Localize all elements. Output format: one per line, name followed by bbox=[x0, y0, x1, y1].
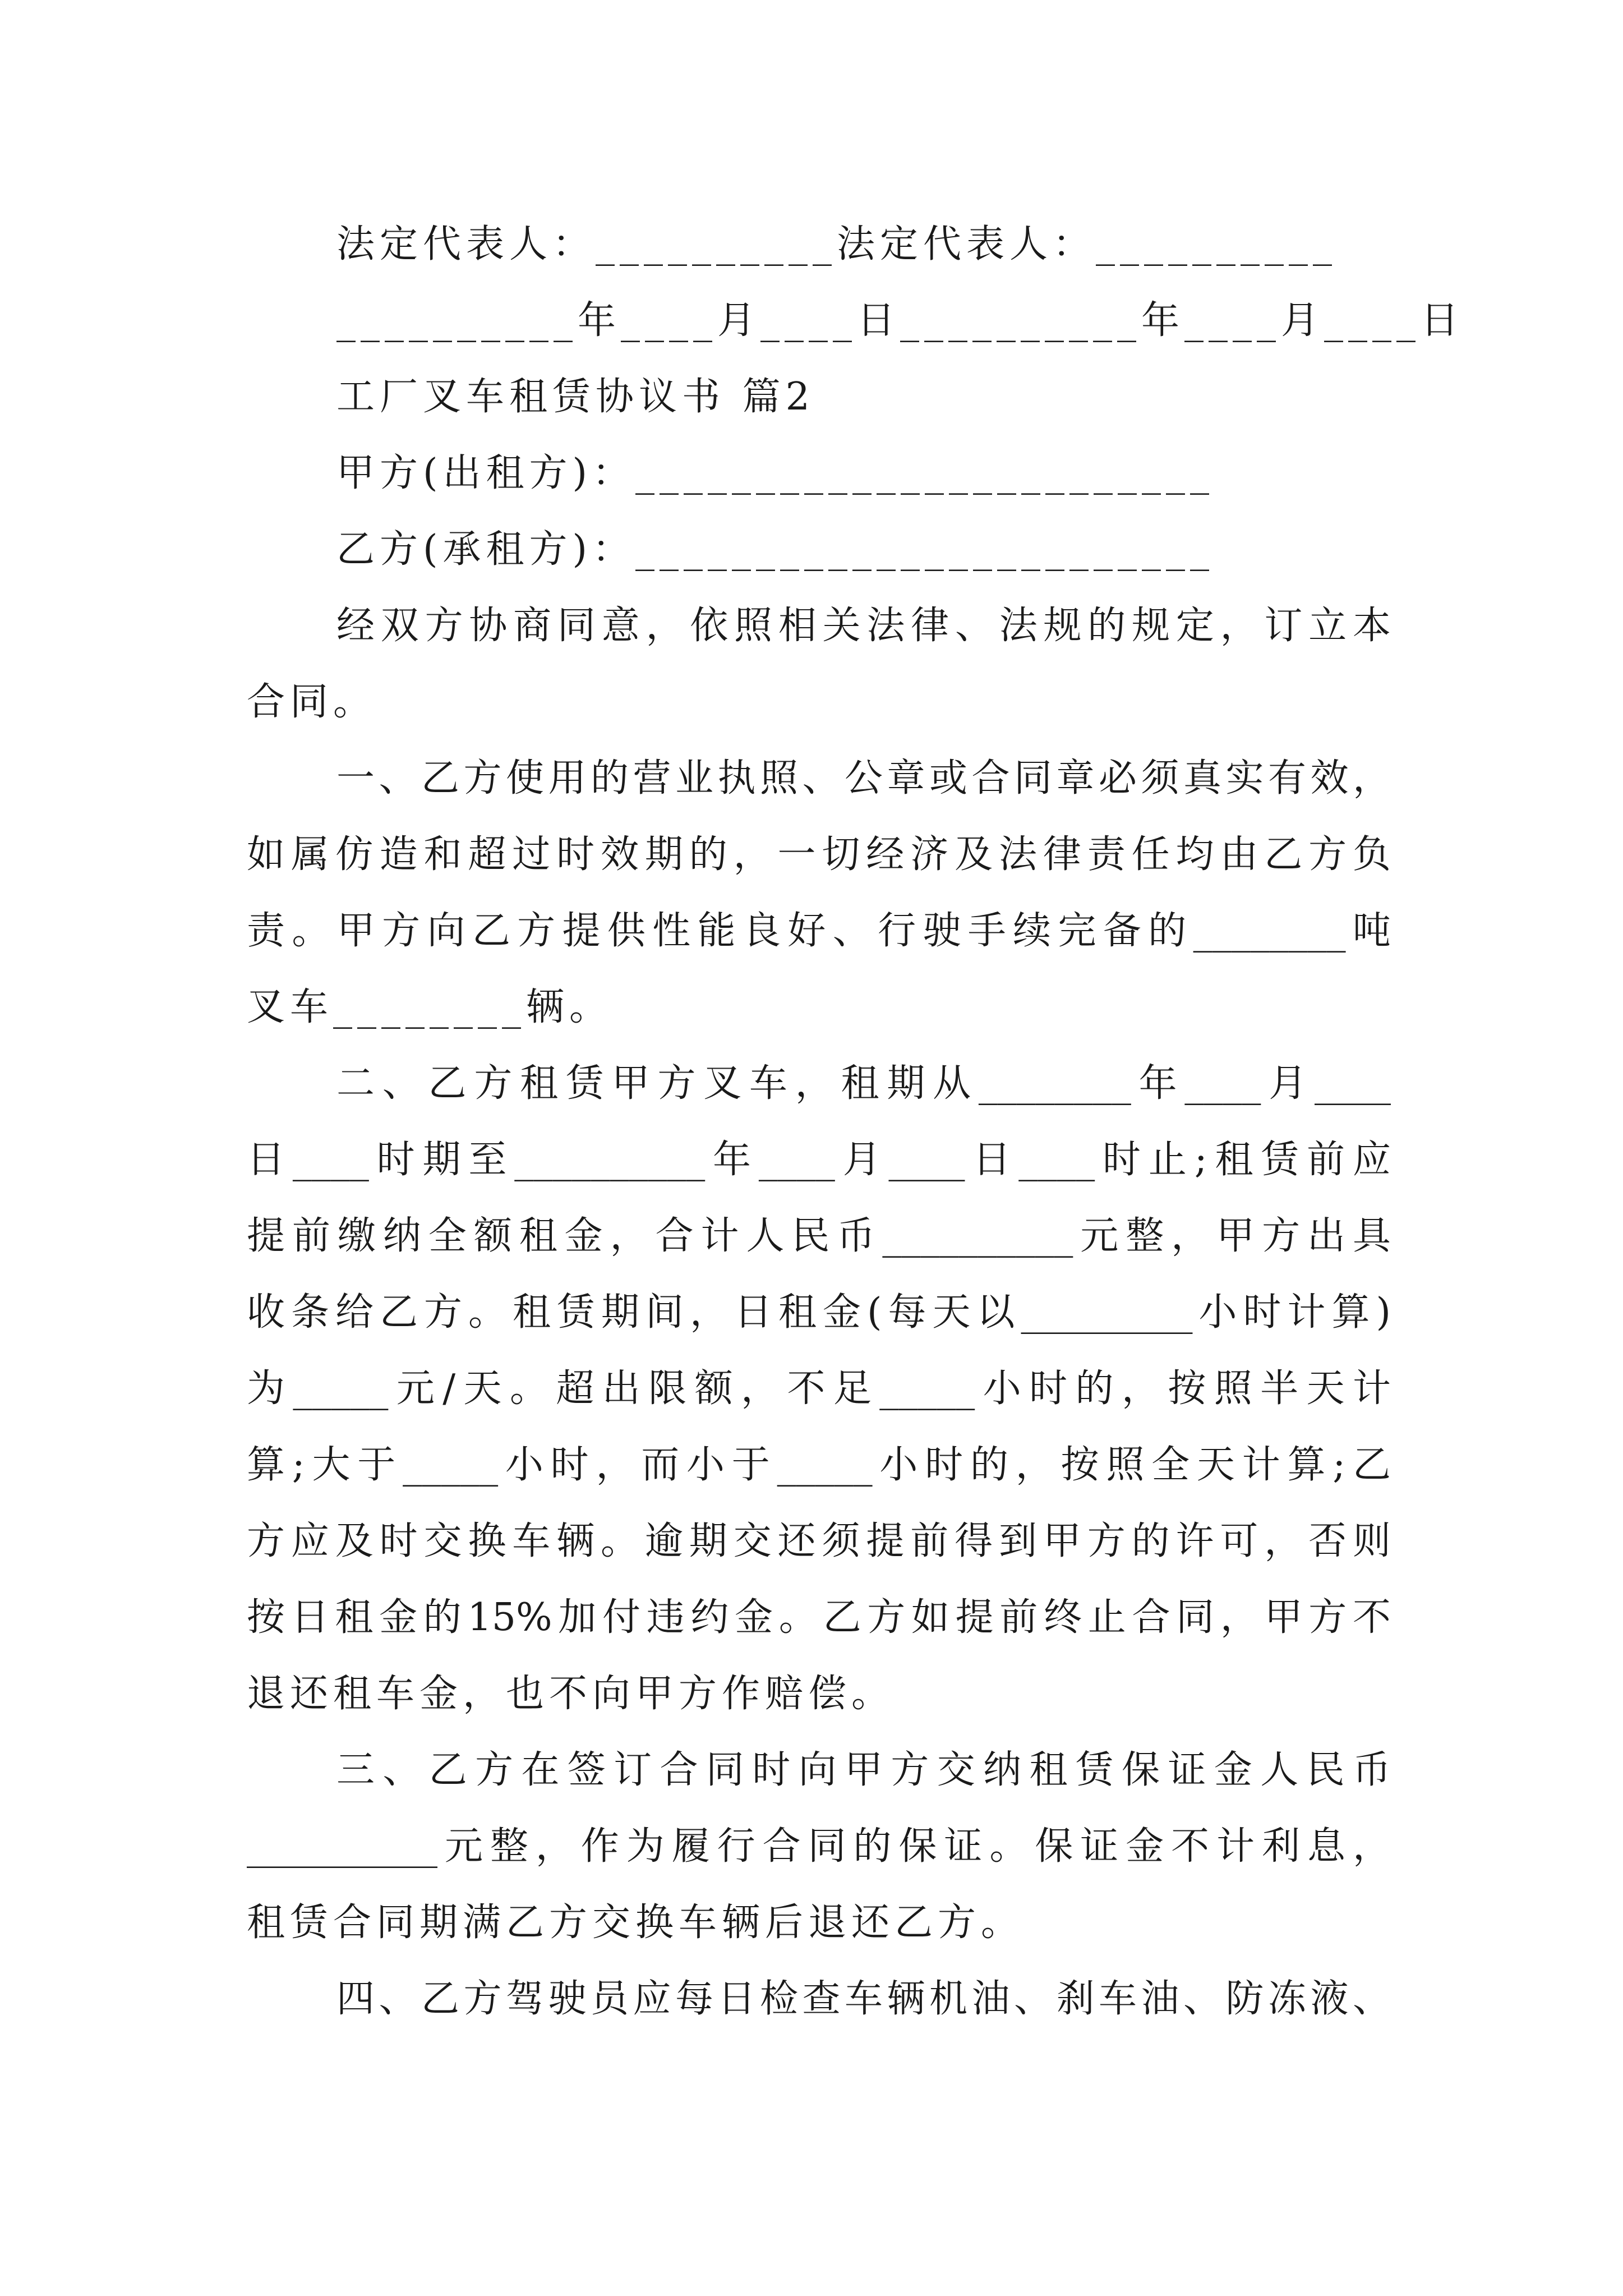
clause-1-line: 如属仿造和超过时效期的，一切经济及法律责任均由乙方负 bbox=[247, 832, 1391, 877]
clause-2-line: 方应及时交换车辆。逾期交还须提前得到甲方的许可，否则 bbox=[247, 1519, 1391, 1563]
clause-2-line: 退还租车金，也不向甲方作赔偿。 bbox=[247, 1672, 895, 1716]
clause-2-line: 日____时期至__________年____月____日____时止;租赁前应 bbox=[247, 1138, 1391, 1182]
section-title: 工厂叉车租赁协议书 篇2 bbox=[336, 375, 815, 419]
clause-1-line: 叉车________辆。 bbox=[247, 985, 613, 1029]
paragraph-line: 合同。 bbox=[247, 680, 377, 724]
clause-3-line: __________元整，作为履行合同的保证。保证金不计利息， bbox=[247, 1824, 1391, 1869]
signature-line-dates: __________年____月____日__________年____月____日 bbox=[336, 298, 1464, 343]
clause-2-line: 按日租金的15%加付违约金。乙方如提前终止合同，甲方不 bbox=[247, 1595, 1391, 1640]
clause-2-line: 提前缴纳全额租金，合计人民币__________元整，甲方出具 bbox=[247, 1214, 1391, 1258]
party-a-line: 甲方(出租方)：________________________ bbox=[336, 451, 1215, 495]
clause-2-line: 二、乙方租赁甲方叉车，租期从________年____月____ bbox=[336, 1061, 1391, 1106]
clause-3-line: 三、乙方在签订合同时向甲方交纳租赁保证金人民币 bbox=[336, 1748, 1391, 1792]
clause-3-line: 租赁合同期满乙方交换车辆后退还乙方。 bbox=[247, 1901, 1025, 1945]
clause-1-line: 一、乙方使用的营业执照、公章或合同章必须真实有效， bbox=[336, 756, 1391, 800]
signature-line-representatives: 法定代表人：__________法定代表人：__________ bbox=[336, 222, 1338, 266]
paragraph-line: 经双方协商同意，依照相关法律、法规的规定，订立本 bbox=[336, 604, 1391, 648]
clause-2-line: 收条给乙方。租赁期间，日租金(每天以_________小时计算) bbox=[247, 1290, 1391, 1335]
party-b-line: 乙方(承租方)：________________________ bbox=[336, 527, 1215, 572]
clause-2-line: 为_____元/天。超出限额，不足_____小时的，按照半天计 bbox=[247, 1366, 1391, 1411]
clause-1-line: 责。甲方向乙方提供性能良好、行驶手续完备的________吨 bbox=[247, 909, 1391, 953]
clause-2-line: 算;大于_____小时，而小于_____小时的，按照全天计算;乙 bbox=[247, 1443, 1391, 1487]
clause-4-line: 四、乙方驾驶员应每日检查车辆机油、刹车油、防冻液、 bbox=[336, 1977, 1391, 2021]
